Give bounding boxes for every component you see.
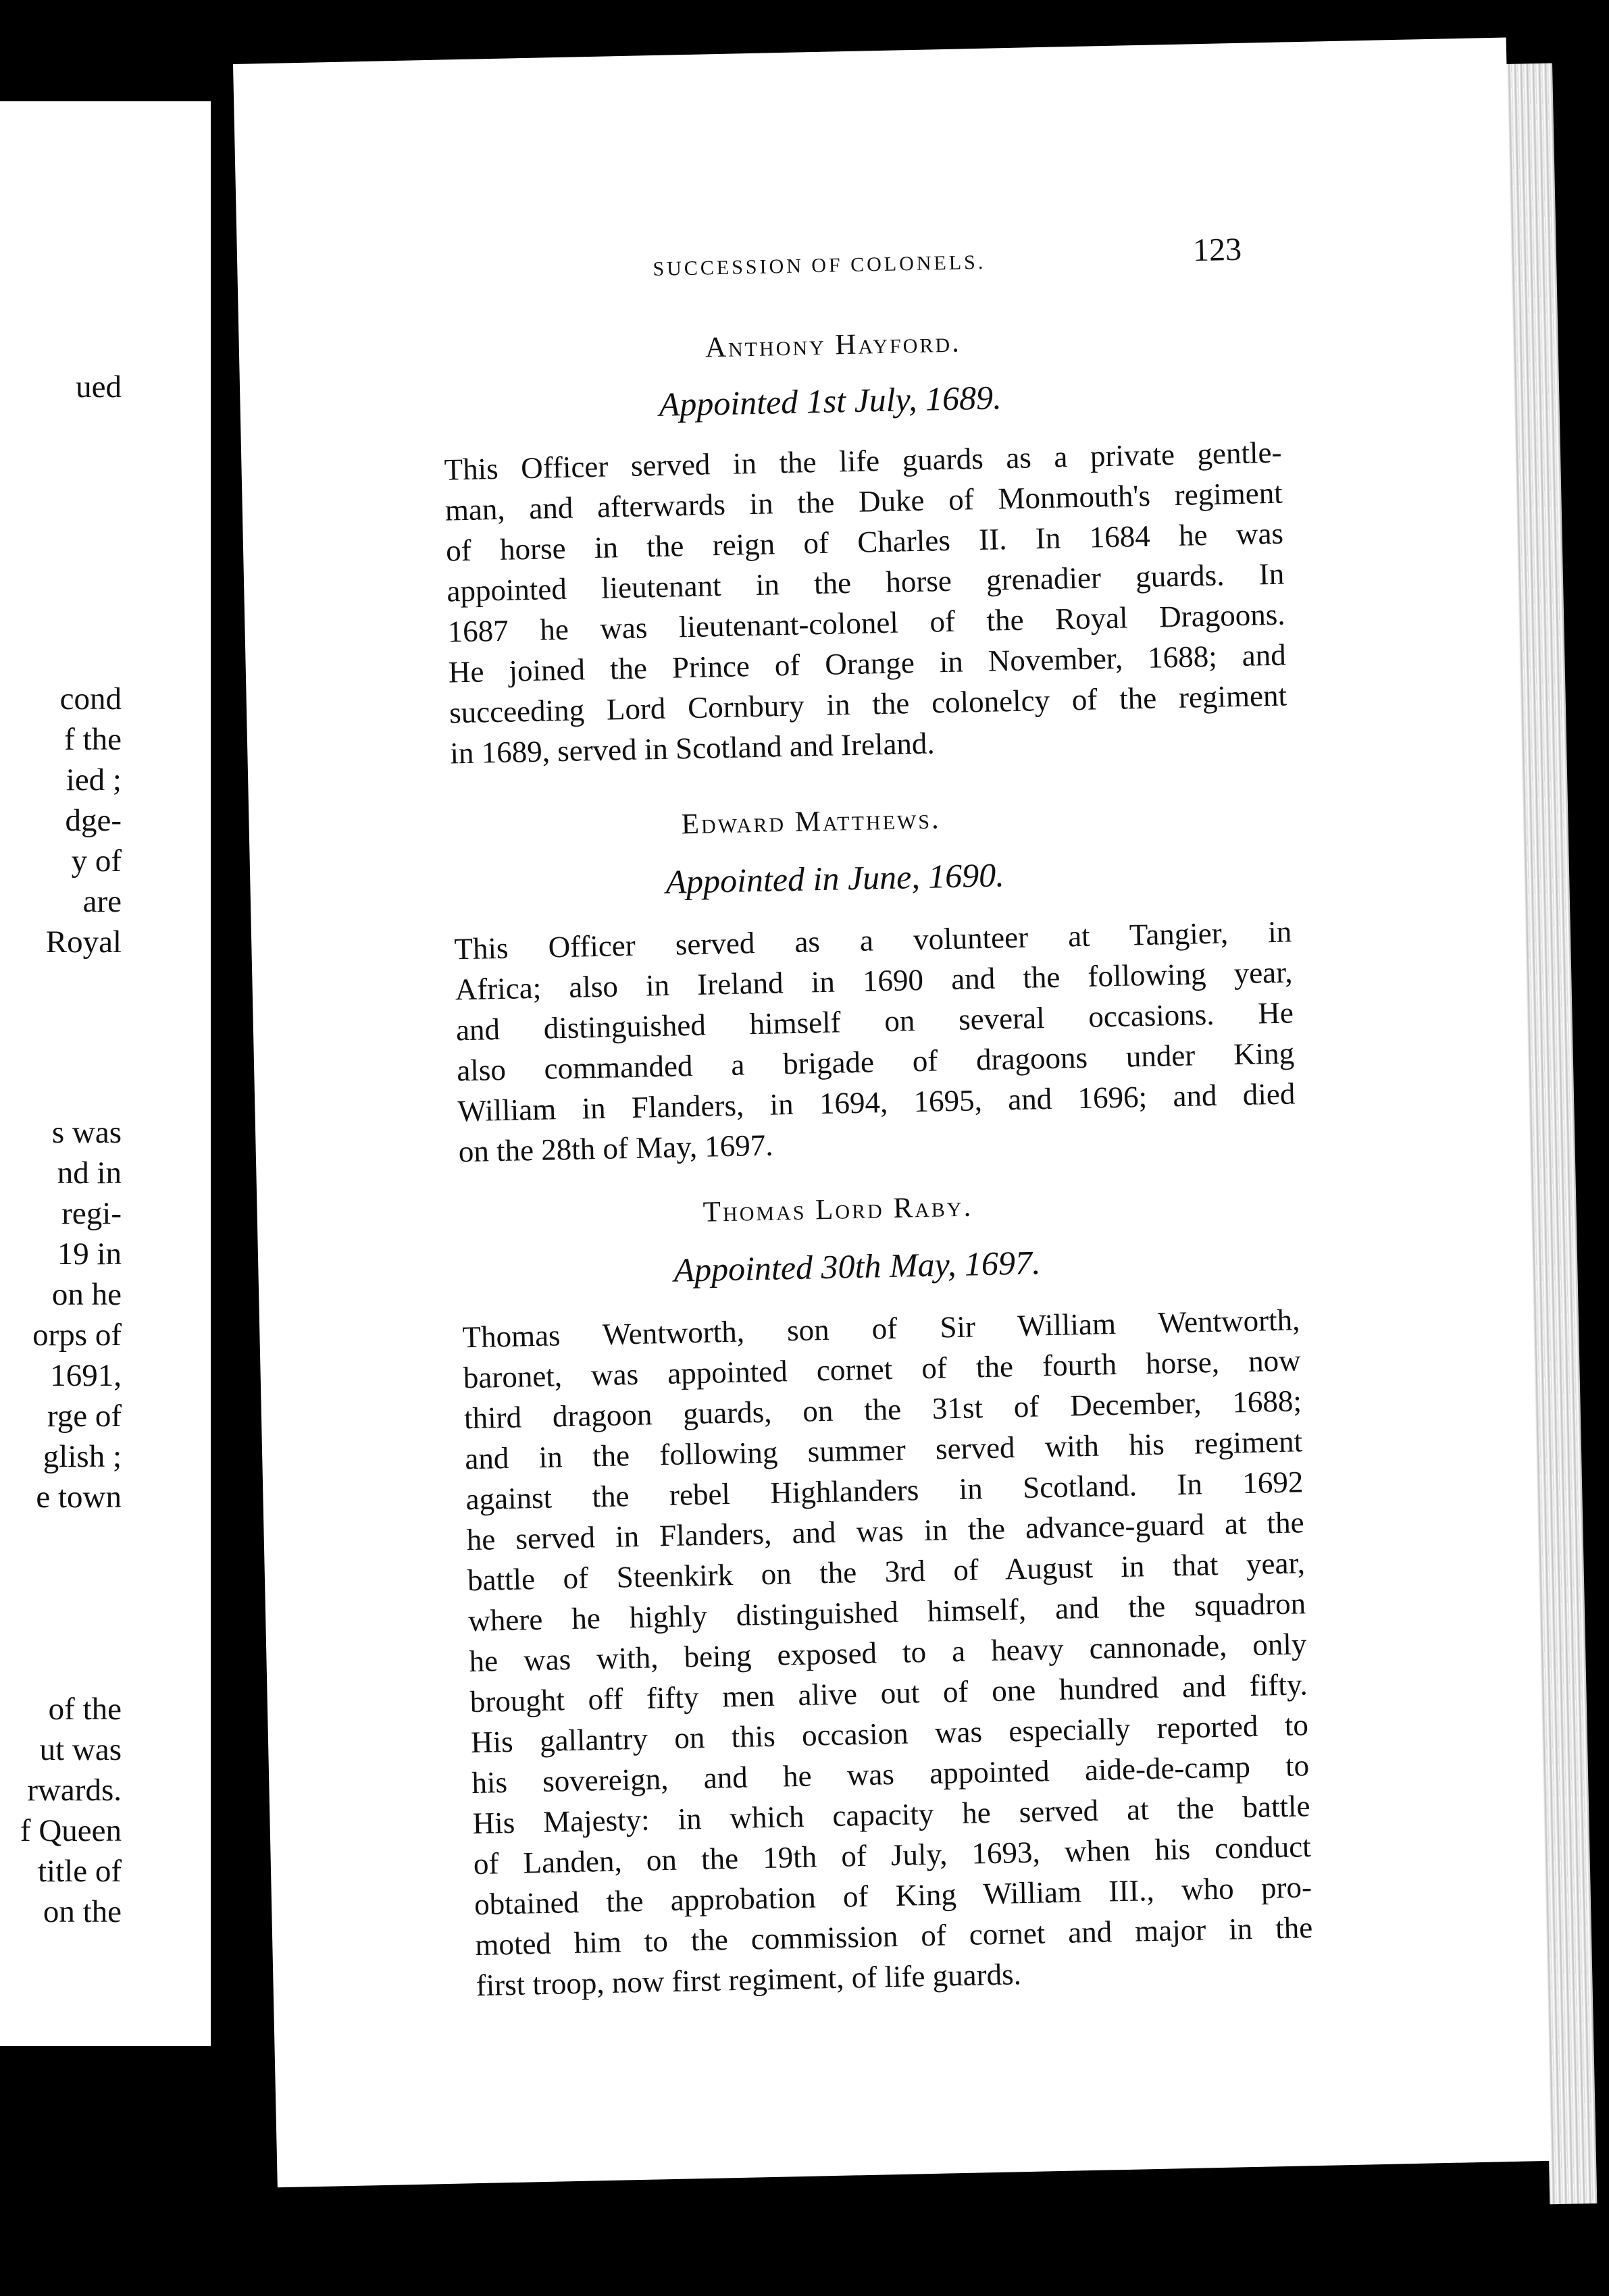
body-line: Africa; also in Ireland in 1690 and the following year, <box>455 955 1294 1007</box>
body-line: in 1689, served in Scotland and Ireland. <box>449 726 936 771</box>
left-fragment: on he <box>51 1277 122 1312</box>
body-line: third dragoon guards, on the 31st of December, 1688; <box>463 1384 1302 1436</box>
left-fragment: 1691, <box>50 1358 122 1393</box>
right-page <box>233 38 1550 2188</box>
left-fragment: s was <box>51 1115 122 1150</box>
left-fragment: glish ; <box>43 1439 122 1474</box>
entry-name: Thomas Lord Raby. <box>703 1191 973 1228</box>
left-fragment: are <box>82 884 122 919</box>
entry-date: Appointed 1st July, 1689. <box>659 378 1002 423</box>
body-line: His Majesty: in which capacity he served at the battle <box>472 1789 1310 1841</box>
left-fragment: f the <box>64 722 122 757</box>
left-fragment: on the <box>43 1894 122 1929</box>
left-fragment: 19 in <box>57 1236 122 1272</box>
left-fragment: of the <box>48 1692 122 1727</box>
left-fragment: ued <box>76 369 122 405</box>
body-line: where he highly distinguished himself, and the squadron <box>467 1586 1306 1638</box>
body-line: first troop, now first regiment, of life guards. <box>476 1957 1022 2003</box>
left-fragment: cond <box>59 681 122 716</box>
body-line: also commanded a brigade of dragoons under King <box>456 1036 1295 1088</box>
left-fragment: dge- <box>65 803 122 838</box>
body-line: baronet, was appointed cornet of the fourth horse, now <box>463 1343 1302 1395</box>
entry-date: Appointed in June, 1690. <box>665 856 1005 901</box>
body-line: and distinguished himself on several occasions. He <box>455 995 1294 1047</box>
body-line: Thomas Wentworth, son of Sir William Wentworth, <box>462 1303 1300 1355</box>
entry-name: Anthony Hayford. <box>705 326 962 364</box>
left-fragment: Royal <box>45 924 122 960</box>
left-fragment: y of <box>71 843 122 879</box>
body-line: against the rebel Highlanders in Scotland. In 1692 <box>465 1465 1304 1517</box>
body-line: succeeding Lord Cornbury in the colonelcy of the regiment <box>449 678 1287 730</box>
body-line: He joined the Prince of Orange in November, 1688; and <box>448 637 1287 689</box>
body-line: battle of Steenkirk on the 3rd of August in that year, <box>467 1546 1306 1598</box>
body-line: appointed lieutenant in the horse grenadier guards. In <box>446 556 1285 608</box>
body-line: man, and afterwards in the Duke of Monmouth's regiment <box>444 475 1283 527</box>
book-gutter <box>211 101 235 2100</box>
left-fragment: e town <box>36 1480 122 1515</box>
body-line: 1687 he was lieutenant-colonel of the Royal Dragoons. <box>447 597 1285 649</box>
left-fragment: regi- <box>61 1196 122 1231</box>
body-line: This Officer served in the life guards as a private gentle- <box>444 435 1282 487</box>
entry-date: Appointed 30th May, 1697. <box>673 1243 1042 1289</box>
left-fragment: f Queen <box>20 1813 122 1848</box>
left-fragment: title of <box>38 1854 122 1889</box>
entry-name: Edward Matthews. <box>681 803 942 841</box>
body-line: of Landen, on the 19th of July, 1693, when his conduct <box>473 1829 1312 1881</box>
body-line: of horse in the reign of Charles II. In 1684 he was <box>445 516 1284 568</box>
running-head: SUCCESSION OF COLONELS. <box>653 251 986 281</box>
body-line: he served in Flanders, and was in the advance-guard at the <box>466 1505 1305 1557</box>
body-line: on the 28th of May, 1697. <box>458 1128 774 1169</box>
page-number: 123 <box>1192 231 1242 269</box>
left-page <box>0 101 216 2046</box>
body-line: moted him to the commission of cornet and major in the <box>474 1910 1313 1962</box>
body-line: he was with, being exposed to a heavy cannonade, only <box>469 1627 1307 1679</box>
body-line: brought off fifty men alive out of one hundred and fifty. <box>469 1667 1308 1719</box>
left-fragment: ut was <box>39 1732 122 1767</box>
left-fragment: rge of <box>47 1399 122 1434</box>
left-fragment: orps of <box>32 1317 122 1353</box>
body-line: and in the following summer served with his regiment <box>464 1424 1303 1476</box>
left-fragment: ied ; <box>66 762 122 798</box>
body-line: His gallantry on this occasion was especially reported to <box>470 1708 1309 1760</box>
body-line: his sovereign, and he was appointed aide-de-camp to <box>471 1748 1310 1800</box>
left-fragment: rwards. <box>27 1773 122 1808</box>
body-line: obtained the approbation of King William III., who pro- <box>474 1870 1312 1922</box>
body-line: William in Flanders, in 1694, 1695, and 1696; and died <box>457 1076 1296 1128</box>
left-fragment: nd in <box>57 1155 122 1191</box>
body-line: This Officer served as a volunteer at Tangier, in <box>453 914 1292 966</box>
